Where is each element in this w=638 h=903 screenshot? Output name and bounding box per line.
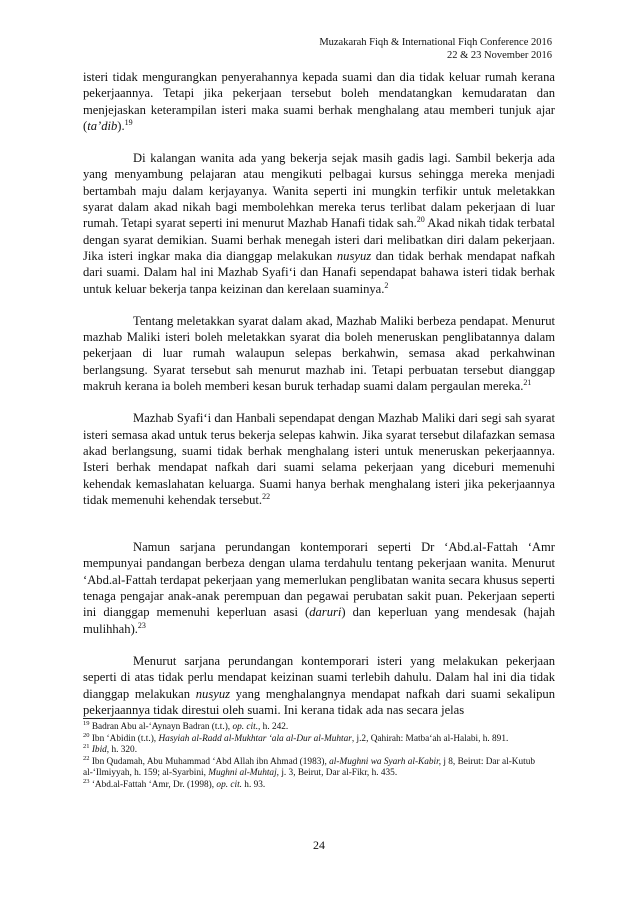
body-text bbox=[83, 69, 555, 718]
footnote-ref: 20 bbox=[416, 215, 425, 225]
paragraph-3: Tentang meletakkan syarat dalam akad, Mazhab Maliki berbeza pendapat. Menurut mazhab Maliki isteri boleh meletakkan syarat dia boleh meneruskan penglibatannya dalam pekerjaan di luar rumah walaupun selepas berkahwin, semasa akad perkahwinan berlangsung. Syarat tersebut sah menurut mazhab ini. Tetapi perbuatan tersebut dianggap makruh kerana ia boleh memberi kesan buruk terhadap suami dalam pergaulan mereka.$^{21}$ bbox=[83, 313, 555, 394]
footnote-22: $^{22}$ Ibn Qudamah, Abu Muhammad ‘Abd Allah ibn Ahmad (1983), al-Mughni wa Syarh al-Kabir, j 8, Beirut: Dar al-Kutub al-‘Ilmiyyah, h. 159; al-Syarbini, Mughni al-Muhtaj, j. 3, Beirut, Dar al-Fikr, h. 435. bbox=[83, 754, 536, 778]
footnote-ref: 19 bbox=[124, 117, 133, 127]
footnote-ref: 21 bbox=[523, 377, 532, 387]
paragraph-5: Namun sarjana perundangan kontemporari seperti Dr ‘Abd.al-Fattah ‘Amr mempunyai pandangan berbeza dengan ulama terdahulu tentang pekerjaan wanita. Menurut ‘Abd.al-Fattah terdapat pekerjaan yang memerlukan penglibatan wanita secara khusus seperti tenaga pengajar anak-anak perempuan dan pegawai perubatan sakit puan. Pekerjaan seperti ini dianggap memenuhi keperluan asasi (daruri) dan keperluan yang mendesak (hajah mulihhah).$^{23}$ bbox=[83, 540, 555, 636]
paragraph-6: Menurut sarjana perundangan kontemporari isteri yang melakukan pekerjaan seperti di atas tidak perlu mendapat keizinan suami terlebih dahulu. Dalam hal ini dia tidak dianggap melakukan nusyuz yang menghalangnya mendapat nafkah dari suami sekalipun pekerjaannya tidak direstui oleh suami. Ini kerana tidak ada nas secara jelas bbox=[83, 653, 555, 717]
paragraph-4: Mazhab Syafi‘i dan Hanbali sependapat dengan Mazhab Maliki dari segi sah syarat isteri semasa akad untuk terus bekerja selepas kahwin. Jika syarat tersebut dilafazkan semasa akad berlangsung, suami tidak berhak menghalang isteri untuk meneruskan pekerjaannya. Isteri berhak mendapat nafkah dari suami selama pekerjaan yang diceburi memenuhi kehendak kemaslahatan keluarga. Suami hanya berhak menghalang isteri jika pekerjaannya tidak memenuhi kehendak tersebut.$^{22}$ bbox=[83, 411, 555, 507]
footnote-ref: 2 bbox=[384, 280, 389, 290]
footnote-19: $^{19}$ Badran Abu al-‘Aynayn Badran (t.t.), op. cit., h. 242. bbox=[83, 719, 289, 732]
footnote-23: $^{23}$ ‘Abd.al-Fattah ‘Amr, Dr. (1998), op. cit. h. 93. bbox=[83, 777, 266, 790]
paragraph-2: Di kalangan wanita ada yang bekerja sejak masih gadis lagi. Sambil bekerja ada yang menyambung pelajaran atau mengikuti pelbagai kursus sehingga mereka menjadi bertambah maju dalam kerjayanya. Wanita seperti ini mungkin terfikir untuk meletakkan syarat dalam akad nikah bagi membolehkan mereka terus terlibat dalam pekerjaan di luar rumah. Tetapi syarat seperti ini menurut Mazhab Hanafi tidak sah.$^{20}$ Akad nikah tidak terbatal dengan syarat demikian. Suami berhak menegah isteri dari melibatkan diri dalam pekerjaan. Jika isteri ingkar maka dia dianggap melakukan nusyuz dan tidak berhak mendapat nafkah dari suami. Dalam hal ini Mazhab Syafi‘i dan Hanafi sependapat bahawa isteri tidak berhak untuk keluar bekerja tanpa keizinan dan kerelaan suaminya.$^2$ bbox=[83, 151, 555, 296]
running-header bbox=[319, 36, 552, 62]
footnote-ref: 23 bbox=[137, 620, 146, 630]
footnote-ref: 22 bbox=[262, 491, 271, 501]
footnote-21: $^{21}$ Ibid, h. 320. bbox=[83, 742, 138, 755]
page-number: 24 bbox=[313, 838, 325, 852]
footnotes bbox=[83, 719, 555, 791]
footnote-20: $^{20}$ Ibn ‘Abidin (t.t.), Hasyiah al-Radd al-Mukhtar ‘ala al-Dur al-Muhtar, j.2, Qahirah: Matba‘ah al-Halabi, h. 891. bbox=[83, 731, 509, 744]
paragraph-1: isteri tidak mengurangkan penyerahannya kepada suami dan dia tidak keluar rumah kerana pekerjaannya. Tetapi jika pekerjaan tersebut boleh mendatangkan kemudaratan dan menjejaskan keterampilan isteri maka suami berhak menghalang atau memberi tunjuk ajar (ta’dib).$^{19}$ bbox=[83, 70, 555, 133]
header-conference-title: Muzakarah Fiqh & International Fiqh Conference 2016 bbox=[319, 37, 552, 48]
footnote-separator bbox=[83, 718, 253, 719]
header-date: 22 & 23 November 2016 bbox=[447, 50, 552, 61]
